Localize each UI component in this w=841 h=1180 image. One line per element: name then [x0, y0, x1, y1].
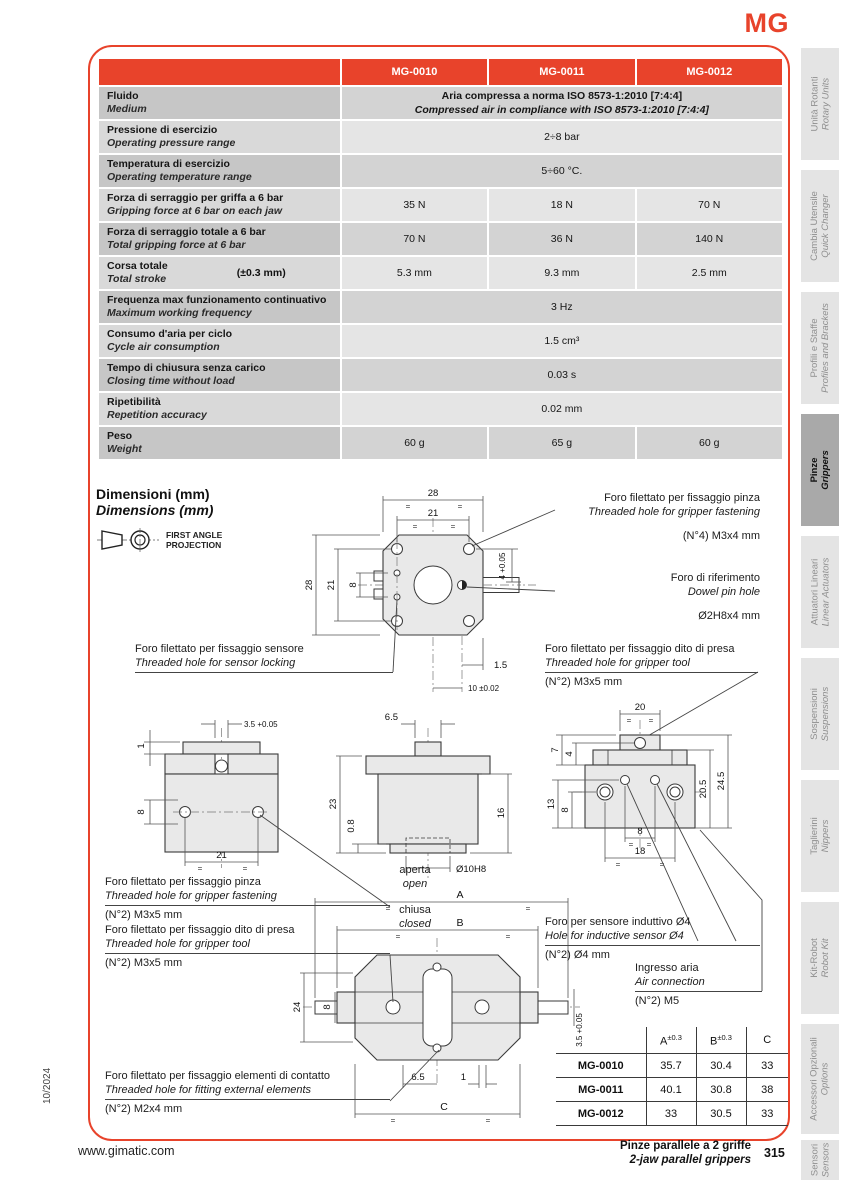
row-label-en: Weight — [107, 443, 142, 455]
row-label-it: Fluido — [107, 90, 139, 102]
dimension-table — [556, 1027, 788, 1126]
callout-sensor-locking — [135, 643, 393, 673]
table-row — [556, 1102, 788, 1126]
row-label-en: Total gripping force at 6 bar — [107, 239, 246, 251]
tab-label-it: Pinze — [809, 457, 821, 483]
dim-sideleft-slot: 3.5 +0.05 — [244, 720, 278, 729]
table-row — [99, 121, 782, 153]
cell-value: 0.03 s — [342, 359, 782, 391]
dim-table-header-A — [646, 1027, 696, 1054]
table-row — [99, 223, 782, 255]
spec-header-mg0010: MG-0010 — [342, 59, 487, 85]
callout-gripper-fastening-2 — [105, 876, 390, 923]
table-row — [556, 1078, 788, 1102]
spec-header-mg0012: MG-0012 — [637, 59, 782, 85]
model-name: MG-0010 — [556, 1054, 646, 1078]
callout-text-en: Hole for inductive sensor Ø4 — [545, 929, 684, 942]
callout-inductive-sensor — [545, 916, 760, 963]
dim-sideright-l3: 13 — [546, 798, 557, 810]
row-label-en: Closing time without load — [107, 375, 235, 387]
header-letter: B — [710, 1035, 718, 1048]
dim-bottom-l1: 24 — [292, 1001, 303, 1013]
symmetry-mark: = — [197, 864, 203, 873]
model-name: MG-0012 — [556, 1102, 646, 1126]
dim-front-dowel-x: 1.5 — [494, 660, 508, 671]
cell-value: 70 N — [637, 189, 782, 221]
tab-label-en: Options — [820, 1062, 832, 1096]
callout-text-en: Threaded hole for gripper fastening — [588, 505, 760, 518]
callout-spec: (N°2) M3x5 mm — [105, 953, 390, 971]
callout-text-it: Foro filettato per fissaggio elementi di contatto — [105, 1070, 331, 1082]
cell-value: 140 N — [637, 223, 782, 255]
dim-value: 33 — [746, 1054, 788, 1078]
callout-text-it: Foro filettato per fissaggio pinza — [604, 492, 760, 504]
row-label-en: Repetition accuracy — [107, 409, 207, 421]
sidebar-item-quick-changer[interactable] — [801, 170, 839, 282]
cell-value: 5.3 mm — [342, 257, 487, 289]
symmetry-mark: = — [646, 840, 652, 849]
symmetry-mark: = — [450, 522, 456, 531]
table-row — [99, 87, 782, 119]
dim-sidecenter-body: 16 — [496, 807, 507, 819]
tab-label-en: Robot Kit — [820, 938, 832, 978]
spec-header-row — [99, 59, 782, 85]
row-label-it: Tempo di chiusura senza carico — [107, 362, 266, 374]
symmetry-mark: = — [615, 860, 621, 869]
sidebar-item-grippers[interactable] — [801, 414, 839, 526]
callout-text-it: Foro filettato per fissaggio sensore — [135, 643, 304, 655]
sidebar-item-rotary-units[interactable] — [801, 48, 839, 160]
symmetry-mark: = — [385, 904, 391, 913]
row-label-it: Consumo d'aria per ciclo — [107, 328, 233, 340]
dim-closed-B: B — [456, 917, 464, 929]
symmetry-mark: = — [628, 840, 634, 849]
symmetry-mark: = — [412, 522, 418, 531]
cell-value: 70 N — [342, 223, 487, 255]
spec-table — [97, 57, 784, 461]
header-tolerance: ±0.3 — [717, 1032, 732, 1042]
table-row — [99, 291, 782, 323]
callout-gripper-tool-top — [545, 643, 758, 690]
dim-front-width: 28 — [427, 488, 439, 499]
row-label-it: Forza di serraggio totale a 6 bar — [107, 226, 266, 238]
callout-dowel-pin — [460, 572, 760, 624]
dim-front-slot: 8 — [348, 582, 359, 588]
sidebar-item-suspensions[interactable] — [801, 658, 839, 770]
dim-value: 35.7 — [646, 1054, 696, 1078]
cell-value: Compressed air in compliance with ISO 8573-1:2010 [7:4:4] — [414, 104, 709, 116]
sidebar-item-linear-actuators[interactable] — [801, 536, 839, 648]
callout-text-it: Foro per sensore induttivo Ø4 — [545, 916, 691, 928]
dim-table-corner — [556, 1027, 646, 1054]
callout-spec: Ø2H8x4 mm — [698, 610, 760, 622]
callout-text-en: Threaded hole for gripper tool — [545, 656, 690, 669]
model-name: MG-0011 — [556, 1078, 646, 1102]
cell-value: 18 N — [489, 189, 634, 221]
label-closed-en: closed — [399, 917, 431, 930]
label-jaws-open — [385, 864, 445, 891]
row-label-it: Pressione di esercizio — [107, 124, 218, 136]
spec-header-mg0011: MG-0011 — [489, 59, 634, 85]
callout-text-en: Threaded hole for gripper tool — [105, 937, 250, 950]
cell-value: 60 g — [637, 427, 782, 459]
row-label-en: Gripping force at 6 bar on each jaw — [107, 205, 283, 217]
row-label-en: Maximum working frequency — [107, 307, 252, 319]
table-row — [99, 257, 782, 289]
table-row — [556, 1054, 788, 1078]
label-open-en: open — [402, 877, 428, 890]
table-row — [99, 393, 782, 425]
tab-label-it: Sospensioni — [809, 688, 820, 740]
dim-sideleft-plate: 1 — [136, 743, 147, 749]
tab-label-en: Linear Actuators — [820, 557, 832, 627]
sidebar-item-nippers[interactable] — [801, 780, 839, 892]
dim-front-dowel-pos: 10 ±0.02 — [468, 684, 500, 693]
callout-spec: (N°2) M3x5 mm — [105, 905, 390, 923]
cell-value: 0.02 mm — [342, 393, 782, 425]
sidebar-item-profiles-brackets[interactable] — [801, 292, 839, 404]
side-view-center-drawing — [328, 712, 512, 878]
cell-value: 65 g — [489, 427, 634, 459]
dimensions-title-en: Dimensions (mm) — [96, 502, 214, 518]
row-label-en: Medium — [107, 103, 147, 115]
row-label-en: Cycle air consumption — [107, 341, 220, 353]
callout-external-elements — [105, 1070, 390, 1117]
dim-value: 30.8 — [696, 1078, 746, 1102]
symmetry-mark: = — [525, 904, 531, 913]
row-label-en: Operating pressure range — [107, 137, 236, 149]
dim-sideright-r1: 20.5 — [698, 779, 709, 799]
symmetry-mark: = — [659, 860, 665, 869]
dim-value: 33 — [646, 1102, 696, 1126]
row-label-en: Total stroke — [107, 273, 167, 285]
row-label-it: Peso — [107, 430, 133, 442]
dim-sidecenter-knob: 6.5 — [384, 712, 398, 723]
tab-label-it: Taglierini — [809, 817, 820, 855]
callout-text-it: Ingresso aria — [635, 962, 699, 974]
cell-value: 1.5 cm³ — [342, 325, 782, 357]
dim-front-pin-offset: 4 +0.05 — [498, 552, 507, 580]
symmetry-mark: = — [648, 716, 654, 725]
symmetry-mark: = — [485, 1116, 491, 1125]
cell-value: Aria compressa a norma ISO 8573-1:2010 [7:4:4] — [441, 90, 683, 102]
row-label-it: Ripetibilità — [107, 396, 161, 408]
tab-label-en: Sensors — [819, 1142, 831, 1178]
dim-value: 30.5 — [696, 1102, 746, 1126]
header-letter: C — [763, 1034, 772, 1046]
callout-text-it: Foro filettato per fissaggio pinza — [105, 876, 261, 888]
callout-text-en: Air connection — [635, 975, 705, 988]
callout-gripper-tool-bottom — [105, 924, 390, 971]
dim-sideright-b1: 8 — [637, 826, 643, 837]
header-tolerance: ±0.3 — [667, 1032, 682, 1042]
callout-spec: (N°4) M3x4 mm — [682, 530, 760, 542]
dim-table-header-C — [746, 1027, 788, 1054]
spec-header-corner — [99, 59, 340, 85]
sidebar-item-sensors[interactable] — [801, 1140, 839, 1180]
dim-sideright-r2: 24.5 — [716, 771, 727, 791]
callout-text-it: Foro di riferimento — [670, 572, 760, 584]
symmetry-mark: = — [405, 502, 411, 511]
dim-value: 30.4 — [696, 1054, 746, 1078]
tab-label-it: Cambia Utensile — [809, 191, 821, 261]
website-link[interactable]: www.gimatic.com — [78, 1144, 175, 1158]
dim-sideleft-spacing: 21 — [216, 850, 227, 861]
tab-label-en: Grippers — [820, 450, 832, 490]
symmetry-mark: = — [395, 932, 401, 941]
row-note: (±0.3 mm) — [236, 267, 286, 279]
row-label-it: Corsa totale — [107, 260, 168, 272]
header-letter: A — [660, 1035, 668, 1048]
tab-label-it: Profili e Staffe — [809, 318, 821, 378]
footer-title-en: 2-jaw parallel grippers — [629, 1154, 751, 1166]
row-label-en: Operating temperature range — [107, 171, 252, 183]
tab-label-it: Sensori — [808, 1143, 820, 1177]
callout-text-en: Threaded hole for fitting external elements — [105, 1083, 312, 1096]
dim-sideright-l4: 8 — [560, 807, 571, 813]
cell-value: 9.3 mm — [489, 257, 634, 289]
tab-label-it: Accessori Opzionali — [809, 1037, 821, 1121]
projection-label-line1: FIRST ANGLE — [166, 530, 223, 540]
footer-title-it: Pinze parallele a 2 griffe — [619, 1140, 751, 1152]
sidebar-item-robot-kit[interactable] — [801, 902, 839, 1014]
callout-text-it: Foro filettato per fissaggio dito di presa — [105, 924, 295, 936]
dim-sidecenter-foot: 0.8 — [346, 819, 357, 833]
cell-value: 36 N — [489, 223, 634, 255]
page-number: 315 — [764, 1146, 785, 1160]
dim-bottom-b1: 6.5 — [411, 1072, 425, 1083]
page-title: MG — [744, 8, 789, 38]
sidebar-item-options[interactable] — [801, 1024, 839, 1134]
callout-spec: (N°2) M2x4 mm — [105, 1099, 390, 1117]
cell-value: 60 g — [342, 427, 487, 459]
dim-sideright-jaw: 20 — [634, 702, 646, 713]
dim-sideleft-hole: 8 — [136, 809, 147, 815]
callout-text-en: Dowel pin hole — [687, 585, 760, 598]
dim-table-header-B — [696, 1027, 746, 1054]
symmetry-mark: = — [505, 932, 511, 941]
table-row — [99, 325, 782, 357]
label-open-it: aperta — [399, 864, 431, 876]
edition-date-text: 10/2024 — [42, 1067, 53, 1104]
dim-front-height: 28 — [304, 579, 315, 591]
cell-value: 5÷60 °C. — [342, 155, 782, 187]
dim-value: 40.1 — [646, 1078, 696, 1102]
callout-spec: (N°2) M5 — [635, 991, 762, 1009]
footer-product-line — [620, 1139, 751, 1167]
callout-spec: (N°2) M3x5 mm — [545, 672, 758, 690]
callout-spec: (N°2) Ø4 mm — [545, 945, 760, 963]
callout-text-en: Threaded hole for sensor locking — [135, 656, 296, 669]
row-label-it: Forza di serraggio per griffa a 6 bar — [107, 192, 284, 204]
table-row — [99, 359, 782, 391]
projection-label-line2: PROJECTION — [166, 540, 222, 550]
callout-text-en: Threaded hole for gripper fastening — [105, 889, 277, 902]
callout-gripper-fastening-4 — [457, 492, 760, 544]
label-jaws-closed — [385, 904, 445, 931]
symmetry-mark: = — [626, 716, 632, 725]
dim-sideright-l2: 4 — [564, 751, 575, 757]
table-row — [99, 189, 782, 221]
dim-open-A: A — [456, 889, 464, 901]
edition-date — [42, 1067, 58, 1146]
cell-value: 35 N — [342, 189, 487, 221]
tab-label-en: Suspensions — [820, 686, 831, 742]
symmetry-mark: = — [457, 502, 463, 511]
cell-value: 3 Hz — [342, 291, 782, 323]
dim-sidecenter-height: 23 — [328, 798, 339, 810]
dim-value: 33 — [746, 1102, 788, 1126]
dim-sideright-b2: 18 — [634, 846, 646, 857]
dim-front-hole-spacing-v: 21 — [326, 579, 337, 591]
tab-label-it: Kit-Robot — [809, 938, 821, 978]
dim-front-hole-spacing: 21 — [427, 508, 439, 519]
label-closed-it: chiusa — [399, 904, 431, 916]
dimension-table-header — [556, 1027, 788, 1054]
tab-label-en: Profiles and Brackets — [820, 303, 832, 393]
tab-label-it: Attuatori Lineari — [809, 558, 821, 626]
table-row — [99, 427, 782, 459]
tab-label-en: Nippers — [820, 819, 831, 853]
table-row — [99, 155, 782, 187]
tab-label-en: Rotary Units — [820, 77, 832, 131]
tab-label-it: Unità Rotanti — [809, 76, 821, 132]
cell-value: 2.5 mm — [637, 257, 782, 289]
dim-sidecenter-bore: Ø10H8 — [456, 864, 487, 875]
cell-value: 2÷8 bar — [342, 121, 782, 153]
callout-text-it: Foro filettato per fissaggio dito di presa — [545, 643, 735, 655]
dim-bottom-b2: 1 — [460, 1072, 466, 1083]
callout-air-connection — [635, 962, 762, 1009]
dim-sideright-l1: 7 — [550, 747, 561, 753]
dim-bottom-pin: 3.5 +0.05 — [575, 1013, 584, 1047]
tab-label-en: Quick Changer — [820, 194, 832, 258]
symmetry-mark: = — [390, 1116, 396, 1125]
row-label-it: Frequenza max funzionamento continuativo — [107, 294, 327, 306]
dim-bottom-l2: 8 — [322, 1004, 333, 1010]
dim-value: 38 — [746, 1078, 788, 1102]
symmetry-mark: = — [242, 864, 248, 873]
dimensions-title-it: Dimensioni (mm) — [96, 486, 210, 502]
row-label-it: Temperatura di esercizio — [107, 158, 230, 170]
dim-bottom-C: C — [440, 1101, 448, 1113]
